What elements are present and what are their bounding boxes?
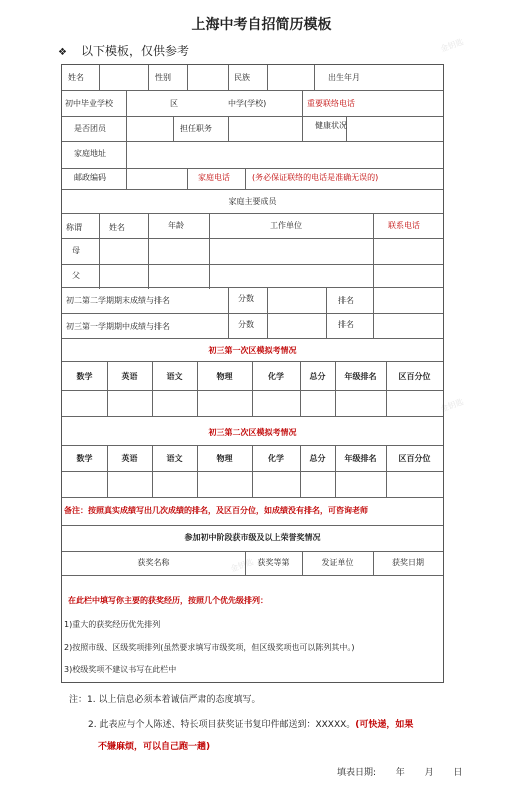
mock2-col: 语文 — [166, 454, 183, 463]
awards-col-issuer: 发证单位 — [321, 558, 354, 567]
awards-col-date: 获奖日期 — [392, 558, 424, 567]
family-col-work: 工作单位 — [270, 221, 302, 230]
family-row-mother: 母 — [72, 246, 80, 255]
mock1-col: 年级排名 — [344, 372, 377, 381]
mock2-col: 英语 — [121, 454, 138, 463]
label-birth: 出生年月 — [328, 73, 360, 82]
mock1-title: 初三第一次区模拟考情况 — [208, 346, 297, 355]
awards-item: 1)重大的获奖经历优先排列 — [64, 620, 161, 629]
awards-item: 2)按照市级、区级奖项排列(虽然要求填写市级奖项，但区级奖项也可以陈列其中。) — [64, 643, 355, 652]
note-2-red: (可快递，如果 — [355, 720, 414, 730]
subtitle-text: 以下模板，仅供参考 — [80, 44, 189, 58]
date-month: 月 — [424, 768, 434, 778]
note-2 — [88, 719, 413, 731]
label-ethnicity: 民族 — [234, 73, 250, 82]
mock1-col: 数学 — [76, 372, 93, 381]
family-col-name: 姓名 — [109, 223, 125, 232]
label-home-phone: 家庭电话 — [198, 173, 230, 182]
awards-instruction: 在此栏中填写你主要的获奖经历，按照几个优先级排列： — [68, 596, 268, 605]
date-label: 填表日期: — [337, 768, 377, 778]
awards-col-name: 获奖名称 — [137, 558, 170, 567]
mock2-col: 总分 — [309, 454, 326, 463]
family-row-father: 父 — [72, 271, 80, 280]
note-2-text: 2. 此表应与个人陈述、特长项目获奖证书复印件邮送到：XXXXX。 — [88, 720, 356, 730]
page-title: 上海中考自招简历模板 — [191, 17, 332, 33]
grade-label-2: 初三第一学期期中成绩与排名 — [66, 322, 170, 331]
awards-col-level: 获奖等第 — [257, 558, 290, 567]
label-gender: 性别 — [155, 73, 171, 82]
grade-rank-2: 排名 — [338, 320, 354, 329]
label-key-phone: 重要联络电话 — [307, 99, 355, 108]
subtitle — [58, 42, 189, 59]
mock1-col: 物理 — [216, 372, 233, 381]
mock2-title: 初三第二次区模拟考情况 — [208, 428, 297, 437]
mock1-col: 语文 — [166, 372, 183, 381]
phone-note: (务必保证联络的电话是准确无误的) — [252, 173, 379, 182]
mock2-col: 物理 — [216, 454, 233, 463]
mock2-col: 区百分位 — [398, 454, 431, 463]
label-postcode: 邮政编码 — [74, 173, 106, 182]
label-league: 是否团员 — [74, 124, 106, 133]
mock1-col: 英语 — [121, 372, 138, 381]
mock1-col: 总分 — [309, 372, 326, 381]
awards-item: 3)校级奖项不建议书写在此栏中 — [64, 665, 177, 674]
diamond-bullet-icon: ❖ — [58, 47, 67, 58]
mock2-col: 化学 — [268, 454, 284, 463]
mock1-col: 化学 — [268, 372, 284, 381]
grade-score-2: 分数 — [238, 320, 254, 329]
label-position: 担任职务 — [180, 124, 212, 133]
label-district: 区 — [170, 99, 178, 108]
family-header: 家庭主要成员 — [228, 197, 277, 206]
mock2-col: 年级排名 — [344, 454, 377, 463]
label-address: 家庭地址 — [74, 149, 106, 158]
mock1-col: 区百分位 — [398, 372, 431, 381]
remark: 备注：按照真实成绩写出几次成绩的排名，及区百分位，如成绩没有排名，可咨询老师 — [64, 506, 368, 515]
grade-label-1: 初二第二学期期末成绩与排名 — [66, 296, 170, 305]
label-health: 健康状况 — [315, 121, 347, 130]
family-col-phone: 联系电话 — [388, 221, 420, 230]
note-2-continued: 不嫌麻烦，可以自己跑一趟) — [98, 742, 211, 752]
family-col-relation: 称谓 — [66, 223, 82, 232]
fill-date — [337, 767, 462, 779]
mock2-col: 数学 — [76, 454, 93, 463]
family-col-age: 年龄 — [168, 221, 184, 230]
label-school: 初中毕业学校 — [65, 99, 113, 108]
date-year: 年 — [395, 768, 405, 778]
grade-score-1: 分数 — [238, 294, 254, 303]
note-1: 注：1. 以上信息必须本着诚信严肃的态度填写。 — [69, 695, 261, 705]
label-school-suffix: 中学(学校) — [228, 99, 267, 108]
label-name: 姓名 — [68, 73, 84, 82]
awards-title: 参加初中阶段获市级及以上荣誉奖情况 — [184, 533, 321, 542]
grade-rank-1: 排名 — [338, 296, 354, 305]
resume-form — [61, 64, 444, 683]
date-day: 日 — [453, 768, 463, 778]
